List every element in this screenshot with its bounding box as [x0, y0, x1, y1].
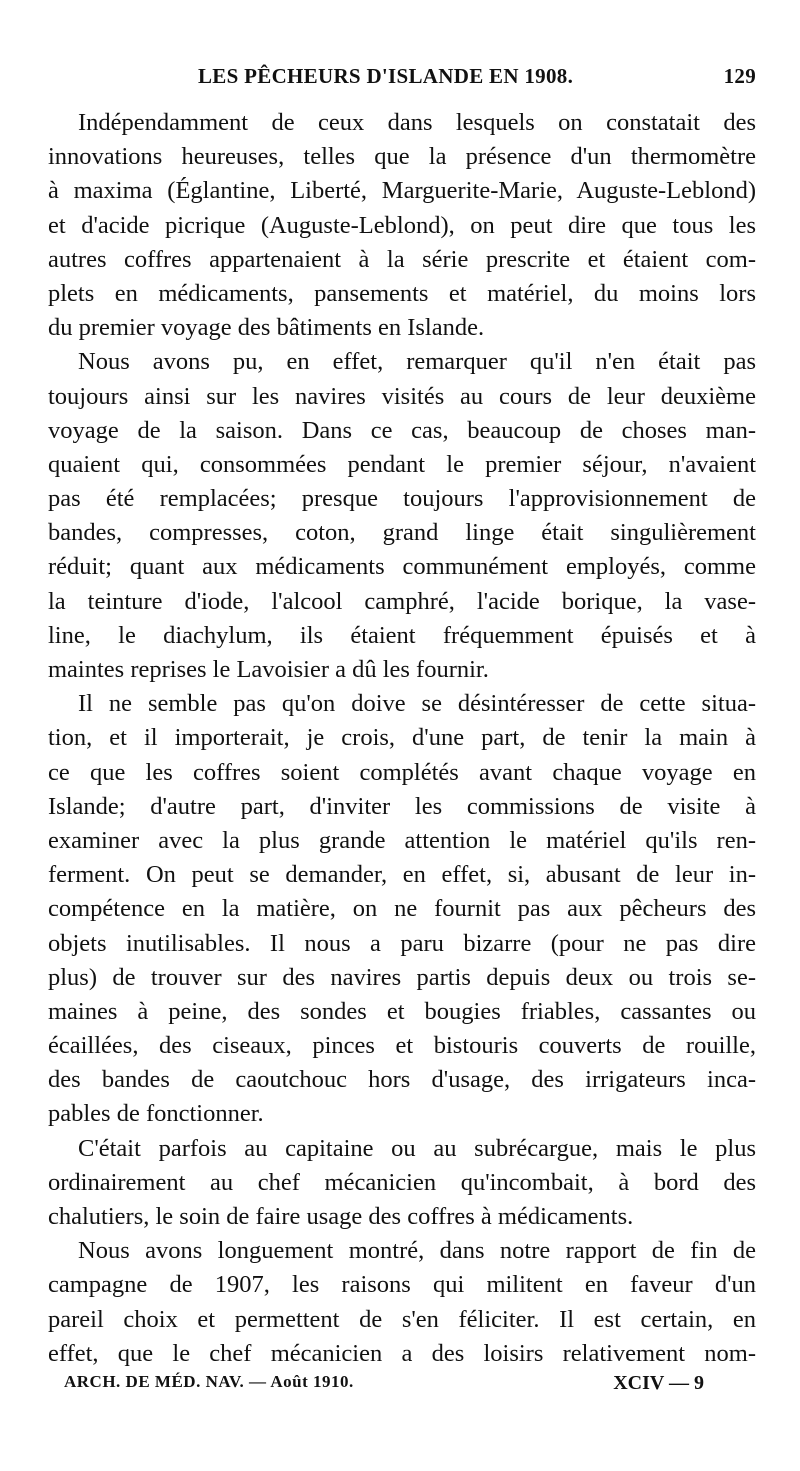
- text-line: maines à peine, des sondes et bougies friables, cassantes ou: [48, 997, 756, 1025]
- text-line: objets inutilisables. Il nous a paru bizarre (pour ne pas dire: [48, 929, 756, 957]
- text-line: et d'acide picrique (Auguste-Leblond), on peut dire que tous les: [48, 211, 756, 239]
- text-line: des bandes de caoutchouc hors d'usage, des irrigateurs inca-: [48, 1066, 756, 1094]
- text-line: du premier voyage des bâtiments en Islande.: [48, 314, 485, 342]
- text-line: effet, que le chef mécanicien a des loisirs relativement nom-: [48, 1339, 756, 1367]
- text-line: compétence en la matière, on ne fournit pas aux pêcheurs des: [48, 895, 756, 923]
- text-line: Nous avons pu, en effet, remarquer qu'il n'en était pas: [78, 348, 756, 376]
- text-line: quaient qui, consommées pendant le premier séjour, n'avaient: [48, 450, 756, 478]
- text-line: ce que les coffres soient complétés avant chaque voyage en: [48, 758, 756, 786]
- text-line: line, le diachylum, ils étaient fréquemment épuisés et à: [48, 621, 756, 649]
- text-line: chalutiers, le soin de faire usage des coffres à médicaments.: [48, 1203, 634, 1230]
- text-line: C'était parfois au capitaine ou au subrécargue, mais le plus: [78, 1134, 756, 1162]
- text-line: bandes, compresses, coton, grand linge était singulièrement: [48, 519, 756, 547]
- text-line: plus) de trouver sur des navires partis depuis deux ou trois se-: [48, 963, 756, 991]
- text-line: pables de fonctionner.: [48, 1100, 264, 1128]
- text-line: tion, et il importerait, je crois, d'une part, de tenir la main à: [48, 724, 756, 752]
- running-head: [48, 62, 756, 102]
- page: [48, 62, 756, 1371]
- text-line: innovations heureuses, telles que la présence d'un thermomètre: [48, 143, 756, 171]
- text-line: ferment. On peut se demander, en effet, si, abusant de leur in-: [48, 861, 756, 889]
- text-line: Il ne semble pas qu'on doive se désintéresser de cette situa-: [78, 690, 756, 718]
- text-line: voyage de la saison. Dans ce cas, beaucoup de choses man-: [48, 416, 756, 444]
- body-text: [48, 106, 756, 1371]
- text-line: ordinairement au chef mécanicien qu'incombait, à bord des: [48, 1168, 756, 1196]
- text-line: réduit; quant aux médicaments communément employés, comme: [48, 553, 756, 581]
- text-line: plets en médicaments, pansements et matériel, du moins lors: [48, 279, 756, 307]
- text-line: pareil choix et permettent de s'en féliciter. Il est certain, en: [48, 1305, 756, 1333]
- text-line: la teinture d'iode, l'alcool camphré, l'acide borique, la vase-: [48, 587, 756, 615]
- text-line: examiner avec la plus grande attention le matériel qu'ils ren-: [48, 826, 756, 854]
- journal-reference: ARCH. DE MÉD. NAV. — Août 1910.: [64, 1372, 354, 1391]
- page-number: 129: [723, 64, 756, 88]
- text-line: maintes reprises le Lavoisier a dû les fournir.: [48, 656, 489, 683]
- text-line: à maxima (Églantine, Liberté, Marguerite-Marie, Auguste-Leblond): [48, 177, 756, 205]
- text-line: écaillées, des ciseaux, pinces et bistouris couverts de rouille,: [48, 1032, 756, 1060]
- text-line: Islande; d'autre part, d'inviter les commissions de visite à: [48, 792, 756, 820]
- text-line: campagne de 1907, les raisons qui militent en faveur d'un: [48, 1271, 756, 1299]
- text-line: pas été remplacées; presque toujours l'approvisionnement de: [48, 485, 756, 513]
- text-line: Indépendamment de ceux dans lesquels on constatait des: [78, 109, 756, 136]
- page-footer: [64, 1372, 704, 1402]
- text-line: autres coffres appartenaient à la série prescrite et étaient com-: [48, 245, 756, 273]
- signature-mark: XCIV — 9: [613, 1372, 704, 1394]
- running-title: LES PÊCHEURS D'ISLANDE EN 1908.: [198, 64, 574, 88]
- text-line: toujours ainsi sur les navires visités au cours de leur deuxième: [48, 382, 756, 410]
- text-line: Nous avons longuement montré, dans notre rapport de fin de: [78, 1237, 756, 1265]
